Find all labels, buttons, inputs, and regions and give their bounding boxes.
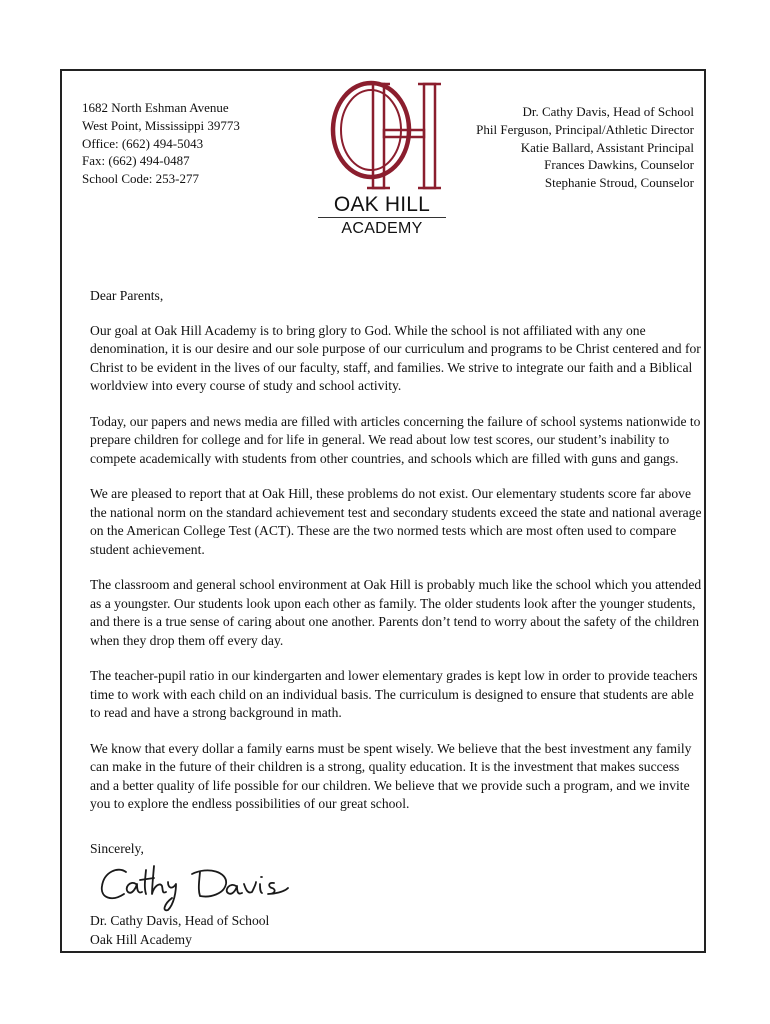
salutation: Dear Parents, — [90, 288, 164, 303]
staff-head-of-school: Dr. Cathy Davis, Head of School — [522, 104, 694, 119]
letter-body — [90, 287, 702, 831]
school-subname: ACADEMY — [341, 220, 423, 237]
school-name: OAK HILL — [333, 193, 431, 216]
school-name-rule — [318, 217, 446, 218]
staff-counselor-2: Stephanie Stroud, Counselor — [544, 175, 694, 191]
paragraph: We are pleased to report that at Oak Hill, these problems do not exist. Our elementary students score far above the national norm on the standard achievement test and secondary students exceed the state and national average on the American College Test (ACT). These are the two normed tests which are most often used to compare student achievement. — [90, 486, 702, 557]
school-code: School Code: 253-277 — [82, 171, 199, 187]
staff-principal: Phil Ferguson, Principal/Athletic Director — [476, 121, 694, 137]
signer-block — [90, 912, 269, 949]
staff-list — [476, 103, 694, 192]
staff-counselor-1: Frances Dawkins, Counselor — [544, 157, 694, 173]
signer-name: Dr. Cathy Davis, Head of School — [90, 913, 270, 928]
address-street: 1682 North Eshman Avenue — [82, 100, 229, 115]
staff-assistant-principal: Katie Ballard, Assistant Principal — [520, 139, 694, 155]
closing: Sincerely, — [90, 841, 144, 856]
paragraph: Today, our papers and news media are filled with articles concerning the failure of school systems nationwide to prepare children for college and for life in general. We read about low test scores, our student’s inability to compete academically with students from other countries, and schools which are filled with guns and gangs. — [90, 413, 701, 466]
office-phone: Office: (662) 494-5043 — [82, 135, 204, 151]
address-city: West Point, Mississippi 39773 — [82, 117, 240, 133]
paragraph: We know that every dollar a family earns must be spent wisely. We believe that the best investment any family can make in the future of their children is a strong, quality education. It is the investment that makes success and a better quality of life possible for our children. We believe that we provide such a program, and we invite you to explore the endless possibilities of our great school. — [90, 740, 692, 811]
fax-number: Fax: (662) 494-0487 — [82, 153, 190, 169]
handwritten-signature — [96, 858, 326, 914]
paragraph: The teacher-pupil ratio in our kindergarten and lower elementary grades is kept low in order to provide teachers time to work with each child on an individual basis. The curriculum is designed to ensure that students are able to read and have a strong background in math. — [90, 668, 698, 720]
school-address-block — [82, 99, 240, 188]
paragraph: The classroom and general school environment at Oak Hill is probably much like the school which you attended as a youngster. Our students look upon each other as family. The older students look after the younger students, and there is a true sense of caring about one another. Parents don’t tend to worry about the safety of the children when they drop them off every day. — [90, 577, 702, 648]
oak-hill-oh-monogram-icon — [325, 78, 447, 191]
paragraph: Our goal at Oak Hill Academy is to bring glory to God. While the school is not affiliated with any one denomination, it is our desire and our sole purpose of our curriculum and programs to be Christ centered and for Christ to be evident in the lives of our faculty, staff, and families. We strive to integrate our faith and a Biblical worldview into every course of study and school activity. — [90, 322, 701, 393]
signer-organization: Oak Hill Academy — [90, 931, 192, 947]
